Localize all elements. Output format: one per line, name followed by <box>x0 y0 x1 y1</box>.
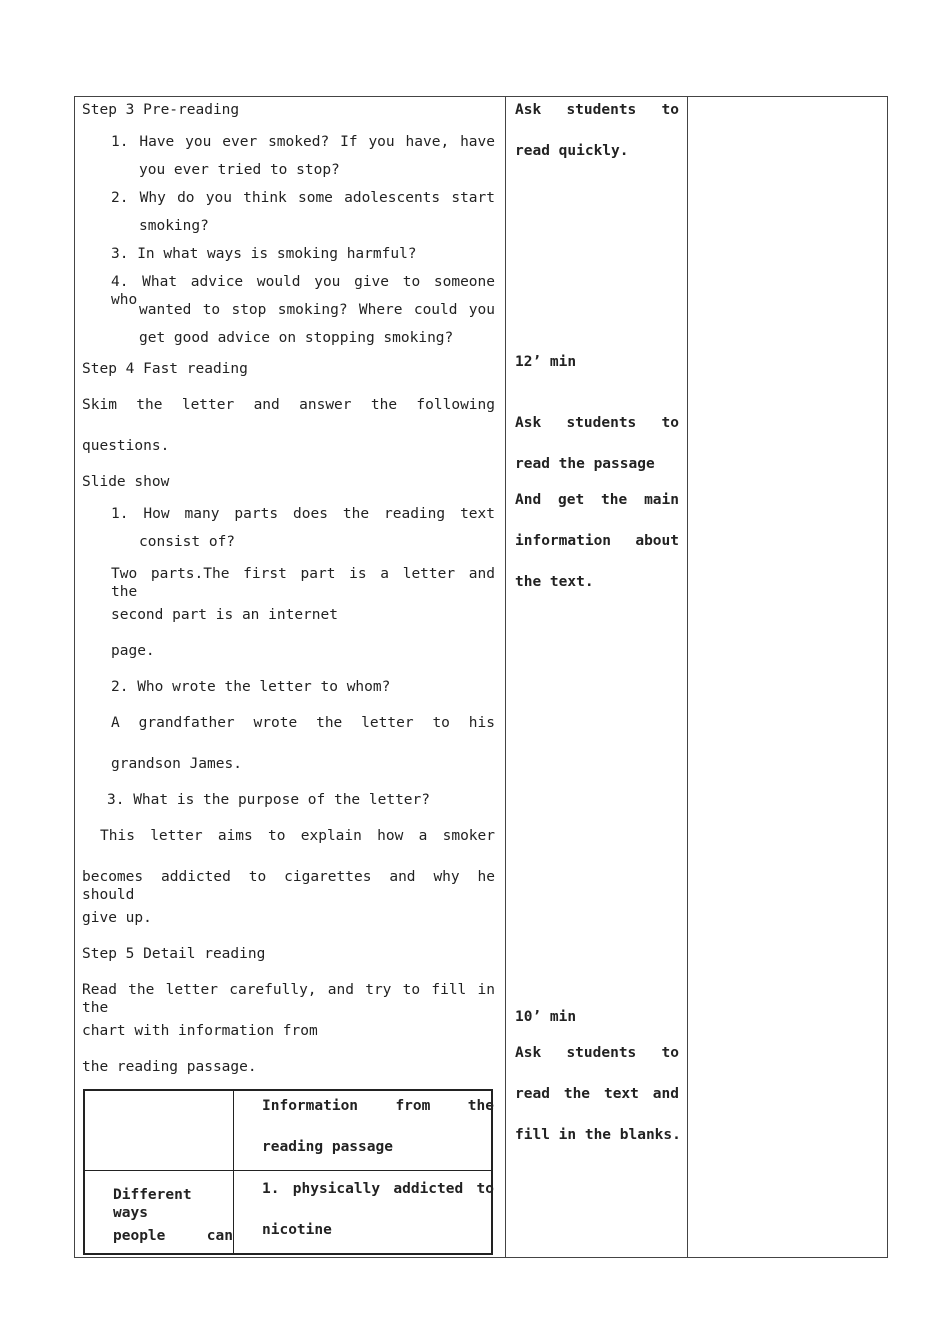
procedure-column <box>75 97 506 1258</box>
fast-reading-answer-1: Two parts.The first part is a letter and the <box>111 566 495 600</box>
chart-row-label: Different ways <box>113 1186 192 1221</box>
fast-reading-answer-3-cont: becomes addicted to cigarettes and why he should <box>82 869 495 903</box>
detail-instruction-cont: chart with information from <box>82 1023 318 1039</box>
note-read-quickly-cont: read quickly. <box>515 143 629 159</box>
teacher-notes-column <box>506 97 688 1258</box>
fast-reading-answer-3: This letter aims to explain how a smoker <box>100 828 495 844</box>
note-read-passage: Ask students to <box>515 415 679 431</box>
chart-row-value-cont: nicotine <box>262 1221 332 1238</box>
slide-show-label: Slide show <box>82 474 170 490</box>
note-main-info-cont: information about <box>515 533 679 549</box>
note-main-info: And get the main <box>515 492 679 508</box>
step3-heading: Step 3 Pre-reading <box>82 102 240 118</box>
detail-instruction-cont2: the reading passage. <box>82 1059 257 1075</box>
fast-reading-question-1-cont: consist of? <box>139 534 236 550</box>
fast-reading-answer-2: A grandfather wrote the letter to his <box>111 715 495 731</box>
pre-reading-question-4-cont2: get good advice on stopping smoking? <box>139 330 454 346</box>
time-10-min: 10’ min <box>515 1009 577 1025</box>
note-fill-blanks: Ask students to <box>515 1045 679 1061</box>
chart-row-value-cell <box>234 1170 493 1254</box>
note-fill-blanks-cont2: fill in the blanks. <box>515 1127 681 1143</box>
pre-reading-question-2: 2. Why do you think some adolescents start <box>111 190 495 206</box>
detail-instruction: Read the letter carefully, and try to fill in the <box>82 982 495 1016</box>
note-main-info-cont2: the text. <box>515 574 594 590</box>
note-read-quickly: Ask students to <box>515 102 679 118</box>
chart-row-label-cell <box>84 1170 234 1254</box>
fast-reading-answer-1-cont2: page. <box>111 643 155 659</box>
pre-reading-question-4-cont: wanted to stop smoking? Where could you <box>139 302 495 318</box>
skim-instruction-cont: questions. <box>82 438 170 454</box>
fast-reading-question-2: 2. Who wrote the letter to whom? <box>111 679 391 695</box>
fast-reading-answer-3-cont2: give up. <box>82 910 152 926</box>
step5-heading: Step 5 Detail reading <box>82 946 266 962</box>
chart-header-cont: reading passage <box>262 1139 393 1155</box>
chart-row-value: 1. physically addicted to <box>262 1180 494 1197</box>
fast-reading-answer-1-cont: second part is an internet <box>111 607 338 623</box>
pre-reading-question-2-cont: smoking? <box>139 218 209 234</box>
chart-row-label-cont: people can <box>113 1227 233 1244</box>
chart-header-cell <box>234 1090 493 1170</box>
pre-reading-question-1: 1. Have you ever smoked? If you have, have <box>111 134 495 150</box>
remarks-column <box>688 97 888 1258</box>
skim-instruction: Skim the letter and answer the following <box>82 397 495 413</box>
fast-reading-answer-2-cont: grandson James. <box>111 756 242 772</box>
note-read-passage-cont: read the passage <box>515 456 655 472</box>
fast-reading-question-3: 3. What is the purpose of the letter? <box>107 792 431 808</box>
information-chart <box>83 1089 493 1255</box>
time-12-min: 12’ min <box>515 354 577 370</box>
step4-heading: Step 4 Fast reading <box>82 361 248 377</box>
pre-reading-question-1-cont: you ever tried to stop? <box>139 162 340 178</box>
pre-reading-question-3: 3. In what ways is smoking harmful? <box>111 246 417 262</box>
note-fill-blanks-cont: read the text and <box>515 1086 679 1102</box>
fast-reading-question-1: 1. How many parts does the reading text <box>111 506 495 522</box>
lesson-plan-table <box>74 96 888 1258</box>
chart-header: Information from the <box>262 1098 494 1114</box>
pre-reading-question-4: 4. What advice would you give to someone who <box>111 274 495 308</box>
chart-empty-corner <box>84 1090 234 1170</box>
